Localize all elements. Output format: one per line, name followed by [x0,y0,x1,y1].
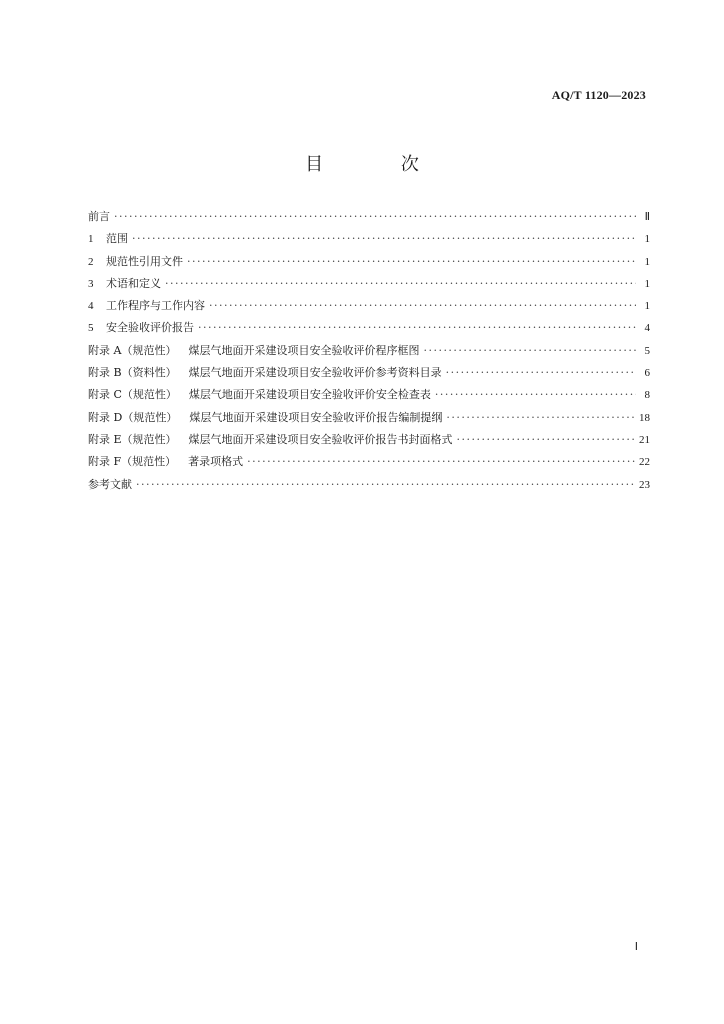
toc-entry-number: 1 [88,233,94,246]
toc-entry-page: 1 [644,277,650,290]
toc-entry-5[interactable] [88,317,650,339]
toc-leader-dots [187,251,636,273]
toc-entry-1[interactable] [88,228,650,250]
toc-entry-appendix-prefix: 附录 E（规范性） [88,432,177,446]
toc-entry-page: 5 [644,344,650,357]
toc-entry-number: 4 [88,300,94,313]
toc-entry-appendix-prefix: 附录 F（规范性） [88,455,177,469]
toc-entry-label: 术语和定义 [106,276,161,290]
standard-code: AQ/T 1120—2023 [551,88,646,102]
toc-entry-label: 参考文献 [88,477,132,491]
toc-entry-page: 18 [639,411,650,424]
toc-entry-page: 1 [644,255,650,268]
toc-entry-label: 范围 [106,232,128,246]
toc-leader-dots [247,451,635,473]
toc-entry-label: 煤层气地面开采建设项目安全验收评价程序框图 [188,343,420,357]
page-title: 目 次 [305,154,455,175]
toc-leader-dots [435,384,636,406]
toc-leader-dots [446,407,635,429]
toc-leader-dots [198,317,636,339]
toc-entry-page: 1 [644,233,650,246]
toc-entry-appendix-b[interactable] [88,362,650,384]
page-number: Ⅰ [634,941,638,953]
toc-entry-page: 8 [644,389,650,402]
toc-entry-appendix-prefix: 附录 D（规范性） [88,410,178,424]
toc-entry-page: 22 [639,456,650,469]
toc-entry-references[interactable] [88,474,650,496]
toc-leader-dots [165,273,636,295]
toc-entry-appendix-c[interactable] [88,384,650,406]
toc-entry-label: 著录项格式 [188,455,244,469]
toc-entry-page: 23 [639,478,650,491]
toc-entry-number: 2 [88,255,94,268]
toc-leader-dots [132,228,636,250]
toc-entry-label: 煤层气地面开采建设项目安全验收评价安全检查表 [188,388,431,402]
toc-entry-2[interactable] [88,251,650,273]
toc-entry-preface[interactable] [88,206,650,228]
toc-entry-appendix-prefix: 附录 A（规范性） [88,343,177,357]
toc-entry-appendix-e[interactable] [88,429,650,451]
toc-entry-3[interactable] [88,273,650,295]
toc-entry-page: 21 [639,433,650,446]
toc-entry-label: 工作程序与工作内容 [106,299,205,313]
toc-entry-appendix-a[interactable] [88,340,650,362]
toc-leader-dots [423,340,636,362]
toc-entry-page: 4 [644,322,650,335]
toc-entry-appendix-prefix: 附录 B（资料性） [88,366,177,380]
toc-entry-number: 5 [88,322,94,335]
toc-entry-label: 煤层气地面开采建设项目安全验收评价报告书封面格式 [188,432,453,446]
toc-leader-dots [209,295,636,317]
toc-entry-page: 6 [644,367,650,380]
toc-entry-4[interactable] [88,295,650,317]
toc-entry-label: 煤层气地面开采建设项目安全验收评价报告编制提纲 [189,410,443,424]
toc-leader-dots [457,429,635,451]
toc-leader-dots [114,206,636,228]
toc-leader-dots [136,474,635,496]
toc-entry-appendix-d[interactable] [88,407,650,429]
toc-entry-label: 前言 [88,210,110,223]
toc-entry-appendix-f[interactable] [88,451,650,473]
toc-leader-dots [446,362,636,384]
toc-entry-page: 1 [644,300,650,313]
toc-entry-label: 煤层气地面开采建设项目安全验收评价参考资料目录 [188,366,442,380]
table-of-contents [88,206,650,496]
toc-entry-appendix-prefix: 附录 C（规范性） [88,388,177,402]
toc-entry-label: 安全验收评价报告 [106,321,194,335]
toc-entry-page: Ⅱ [644,211,650,223]
toc-entry-label: 规范性引用文件 [106,254,183,268]
toc-entry-number: 3 [88,277,94,290]
